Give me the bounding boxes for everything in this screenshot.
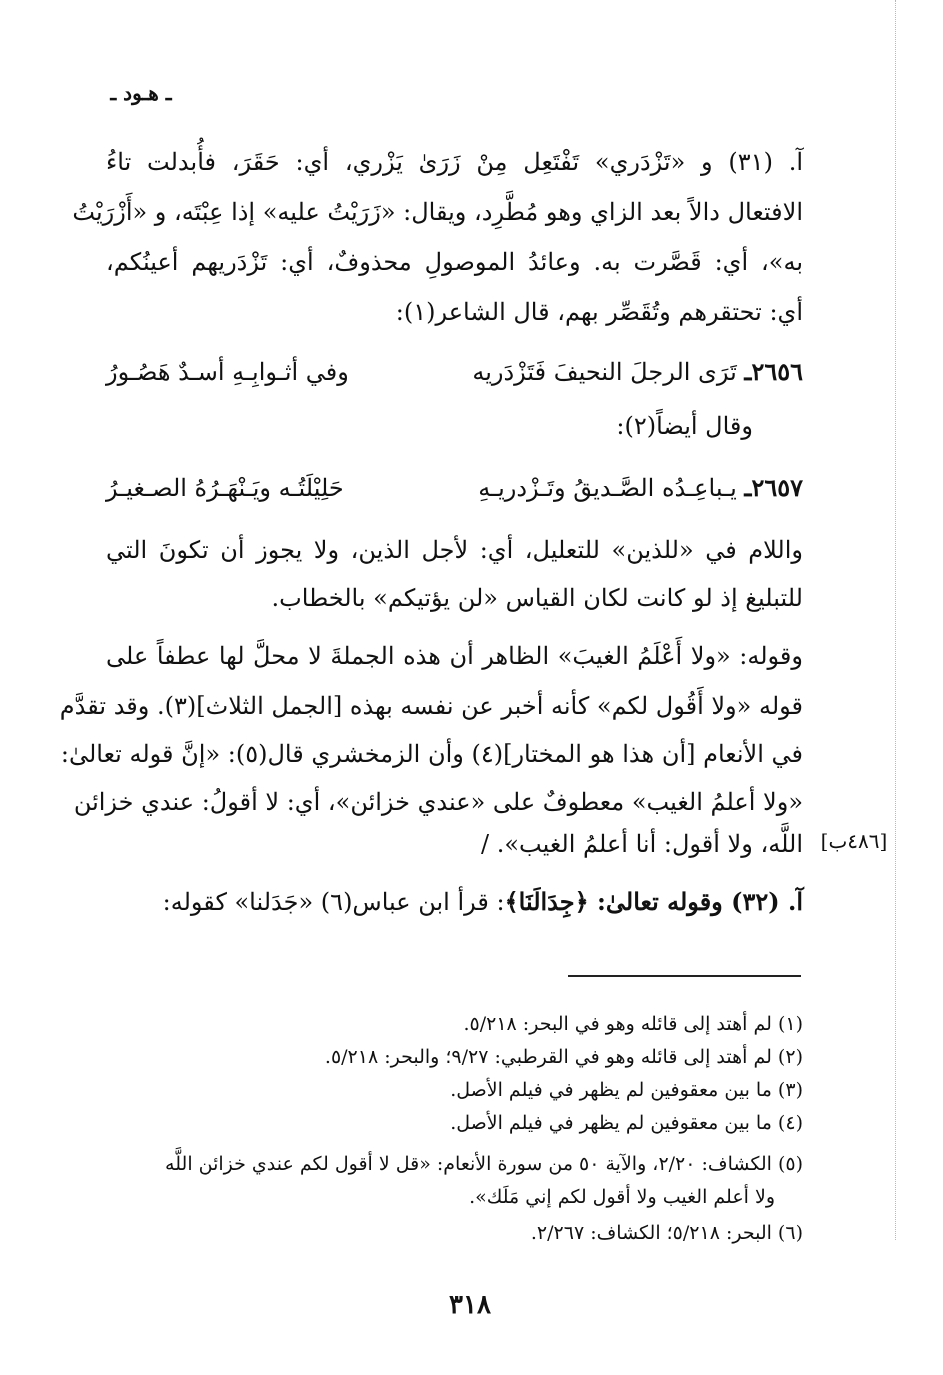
body-line: قوله «ولا أَقُول لكم» كأنه أخبر عن نفسه بهذه [الجمل الثلاث](٣). وقد تقدَّم: [59, 692, 803, 720]
ayah-line: [106, 880, 803, 924]
margin-guide-line: [895, 0, 896, 1240]
footnote: (١) لم أهتد إلى قائله وهو في البحر: ٥/٢١٨.: [463, 1013, 803, 1035]
page-number: ٣١٨: [449, 1290, 491, 1320]
verse-2656-first-hemistich: ٢٦٥٦ـ تَرَى الرجلَ النحيفَ فَتَزْدَريه: [472, 357, 803, 386]
body-line: آ. (٣١) و «تَزْدَري» تَفْتَعِل مِنْ زَرَىٰ يَزْري، أي: حَقَرَ، فأُبدلت تاءُ: [106, 148, 804, 176]
footnote: (٥) الكشاف: ٢/٢٠، والآية ٥٠ من سورة الأنعام: «قل لا أقول لكم عندي خزائن اللَّه: [165, 1153, 803, 1175]
verse-2656: [106, 350, 803, 394]
body-line: اللَّه، ولا أقول: أنا أعلمُ الغيب». /: [481, 830, 803, 858]
body-line: أي: تحتقرهم وتُقَصِّر بهم، قال الشاعر(١):: [395, 298, 803, 326]
body-line: الافتعال دالاً بعد الزاي وهو مُطَّرِد، ويقال: «زَرَيْتُ عليه» إذا عِبْتَه، و «أَزْرَيْتُ: [72, 198, 803, 226]
verse-2656-second-hemistich: وفي أثـوابِـهِ أسـدٌ هَصُـورُ: [106, 358, 349, 386]
footnote-separator: [568, 975, 801, 977]
body-line: واللام في «للذين» للتعليل، أي: لأجل الذين، ولا يجوز أن تكونَ التي: [106, 536, 803, 564]
verse-2657-second-hemistich: حَلِيْلَتُـه ويَـنْهَـرُهُ الصـغيـرُ: [106, 474, 344, 502]
footnote: (٦) البحر: ٥/٢١٨؛ الكشاف: ٢/٢٦٧.: [530, 1222, 803, 1244]
verse-number: ٢٦٥٧ـ: [744, 473, 803, 502]
body-line: به»، أي: قَصَّرت به. وعائدُ الموصولِ محذوفٌ، أي: تَزْدَريهم أعينُكم،: [106, 248, 803, 276]
footnote: (٢) لم أهتد إلى قائله وهو في القرطبي: ٩/٢٧؛ والبحر: ٥/٢١٨.: [324, 1046, 803, 1068]
ayah-heading: آ. (٣٢) وقوله تعالىٰ: ﴿جِدَالَنَا﴾: [504, 887, 803, 916]
verse-2657-first-hemistich: ٢٦٥٧ـ يـباعِـدُه الصَّـديقُ وتَـزْدريـهِ: [478, 473, 803, 502]
body-line: وقوله: «ولا أَعْلَمُ الغيبَ» الظاهر أن هذه الجملةَ لا محلَّ لها عطفاً على: [106, 642, 803, 670]
running-header: ـ هـود ـ: [110, 81, 172, 105]
body-line: في الأنعام [أن هذا هو المختار](٤) وأن الزمخشري قال(٥): «إنَّ قوله تعالىٰ:: [60, 740, 803, 768]
ayah-commentary: : قرأ ابن عباس(٦) «جَدَلنا» كقوله:: [162, 888, 505, 916]
footnote: (٤) ما بين معقوفين لم يظهر في فيلم الأصل.: [450, 1112, 803, 1134]
verse-number: ٢٦٥٦ـ: [744, 357, 803, 386]
footnote: (٣) ما بين معقوفين لم يظهر في فيلم الأصل.: [450, 1079, 803, 1101]
verse-intro: وقال أيضاً(٢):: [616, 412, 753, 440]
footnote-continuation: ولا أعلم الغيب ولا أقول لكم إني مَلَك».: [469, 1186, 775, 1208]
verse-2657: [106, 466, 803, 510]
manuscript-folio-marker: [٤٨٦ب]: [820, 829, 888, 853]
body-line: للتبليغ إذ لو كانت لكان القياس «لن يؤتيكم» بالخطاب.: [271, 584, 803, 612]
body-line: «ولا أعلمُ الغيب» معطوفٌ على «عندي خزائن»، أي: لا أقولُ: عندي خزائن: [73, 788, 803, 816]
